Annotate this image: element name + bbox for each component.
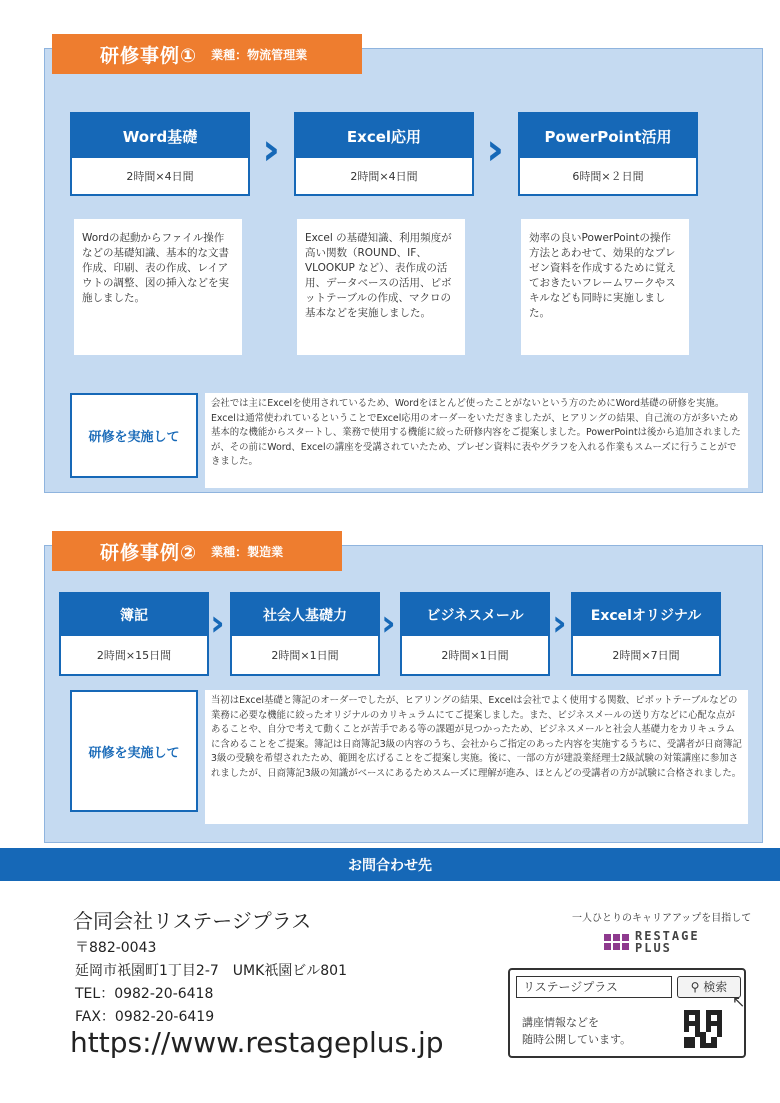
case2-impl-text: 当初はExcel基礎と簿記のオーダーでしたが、ヒアリングの結果、Excelは会社でよく使用する関数、ピボットテーブルなどの業務に必要な機能に絞ったオリジナルのカリキュラムにてご提案しました。また、ビジネスメールの送り方などに心配な点があることや、自分で考えて動くことが苦手である等の課題が見つかったため、ビジネスメールと社会人基礎力をカリキュラムに含めることをご提案。簿記は日商簿記3級の内容のうち、会社からご指定のあった内容を実施するうちに、受講者が日商簿記3級の受験を希望されたため、範囲を広げることをご提案し実施。後に、一部の方が建設業経理士2級試験の対策講座に参加されましたが、日商簿記3級の知識がベースにあるためスムーズに理解が進み、ほとんどの受講者の方が試験に合格されました。 [205,690,748,824]
qr-code-icon [684,1010,722,1048]
chevron-right-icon: › [381,603,396,644]
logo-mark-icon [604,934,629,950]
case1-desc-word: Wordの起動からファイル操作などの基礎知識、基本的な文書作成、印刷、表の作成、レイアウトの調整、図の挿入などを実施しました。 [74,219,242,355]
case1-desc-excel: Excel の基礎知識、利用頻度が高い関数（ROUND、IF、VLOOKUP など）、表作成の活用、データベースの活用、ピボットテーブルの作成、マクロの基本などを実施しました。 [297,219,465,355]
step-duration: 2時間×1日間 [271,649,339,662]
postal-code: 〒882-0043 [75,940,157,956]
step-title: 社会人基礎力 [232,594,378,636]
case2-impl-label: 研修を実施して [70,690,198,812]
logo-text-line1: RESTAGE [635,929,700,943]
cursor-icon: ↖ [732,992,746,1011]
search-icon: ⚲ [690,980,700,994]
case1-industry: 業種：物流管理業 [211,47,308,62]
restage-plus-logo [604,930,700,954]
logo-text-line2: PLUS [635,941,672,955]
search-note-line1: 講座情報などを [522,1016,599,1029]
case2-step-excel-original [571,592,721,676]
case2-industry: 業種：製造業 [211,544,284,559]
search-note [522,1014,631,1048]
case2-step-basic-skills [230,592,380,676]
case1-tag [52,34,362,74]
case1-step-word [70,112,250,196]
step-duration: 2時間×1日間 [441,649,509,662]
case1-step-excel [294,112,474,196]
step-duration: 2時間×15日間 [96,649,172,662]
case1-desc-powerpoint: 効率の良いPowerPointの操作方法とあわせて、効果的なプレゼン資料を作成するために覚えておきたいフレームワークやスキルなども同時に実施しました。 [521,219,689,355]
step-title: ビジネスメール [402,594,548,636]
search-button-label: 検索 [703,980,728,994]
step-title: Excel応用 [296,114,472,158]
chevron-right-icon: › [552,603,567,644]
chevron-right-icon: › [210,603,225,644]
search-note-line2: 随時公開しています。 [522,1033,632,1046]
step-title: PowerPoint活用 [520,114,696,158]
case2-step-bookkeeping [59,592,209,676]
search-card [508,968,746,1058]
step-duration: 2時間×4日間 [126,170,194,183]
brand-tagline: 一人ひとりのキャリアアップを目指して [572,913,752,924]
step-title: Word基礎 [72,114,248,158]
chevron-right-icon: › [486,124,505,175]
case2-title: 研修事例② [100,541,198,564]
step-duration: 2時間×7日間 [612,649,680,662]
case2-step-business-mail [400,592,550,676]
case1-impl-label: 研修を実施して [70,393,198,478]
chevron-right-icon: › [262,124,281,175]
address: 延岡市祇園町1丁目2-7 UMK祇園ビル801 [75,963,348,979]
phone: TEL：0982-20-6418 [75,986,214,1002]
step-duration: 6時間×２日間 [572,170,644,183]
case1-impl-text: 会社では主にExcelを使用されているため、Wordをほとんど使ったことがないという方のためにWord基礎の研修を実施。Excelは通常使われているということでExcel応用のオーダーをいただきましたが、ヒアリングの結果、自己流の方が多いため基本的な機能からスタートし、業務で使用する機能に絞った研修内容をご提案しました。PowerPointは後から追加されましたが、その前にWord、Excelの講座を受講されていたため、プレゼン資料に表やグラフを入れる作業もスムーズに行うことができました。 [205,393,748,488]
search-input[interactable]: リステージプラス [516,976,672,998]
fax: FAX：0982-20-6419 [75,1009,215,1025]
step-title: Excelオリジナル [573,594,719,636]
case1-title: 研修事例① [100,44,198,67]
step-duration: 2時間×4日間 [350,170,418,183]
company-name: 合同会社リステージプラス [73,909,312,933]
case2-tag [52,531,342,571]
website-link[interactable]: https://www.restageplus.jp [70,1026,444,1059]
case1-step-powerpoint [518,112,698,196]
step-title: 簿記 [61,594,207,636]
contact-bar: お問合わせ先 [0,848,780,881]
